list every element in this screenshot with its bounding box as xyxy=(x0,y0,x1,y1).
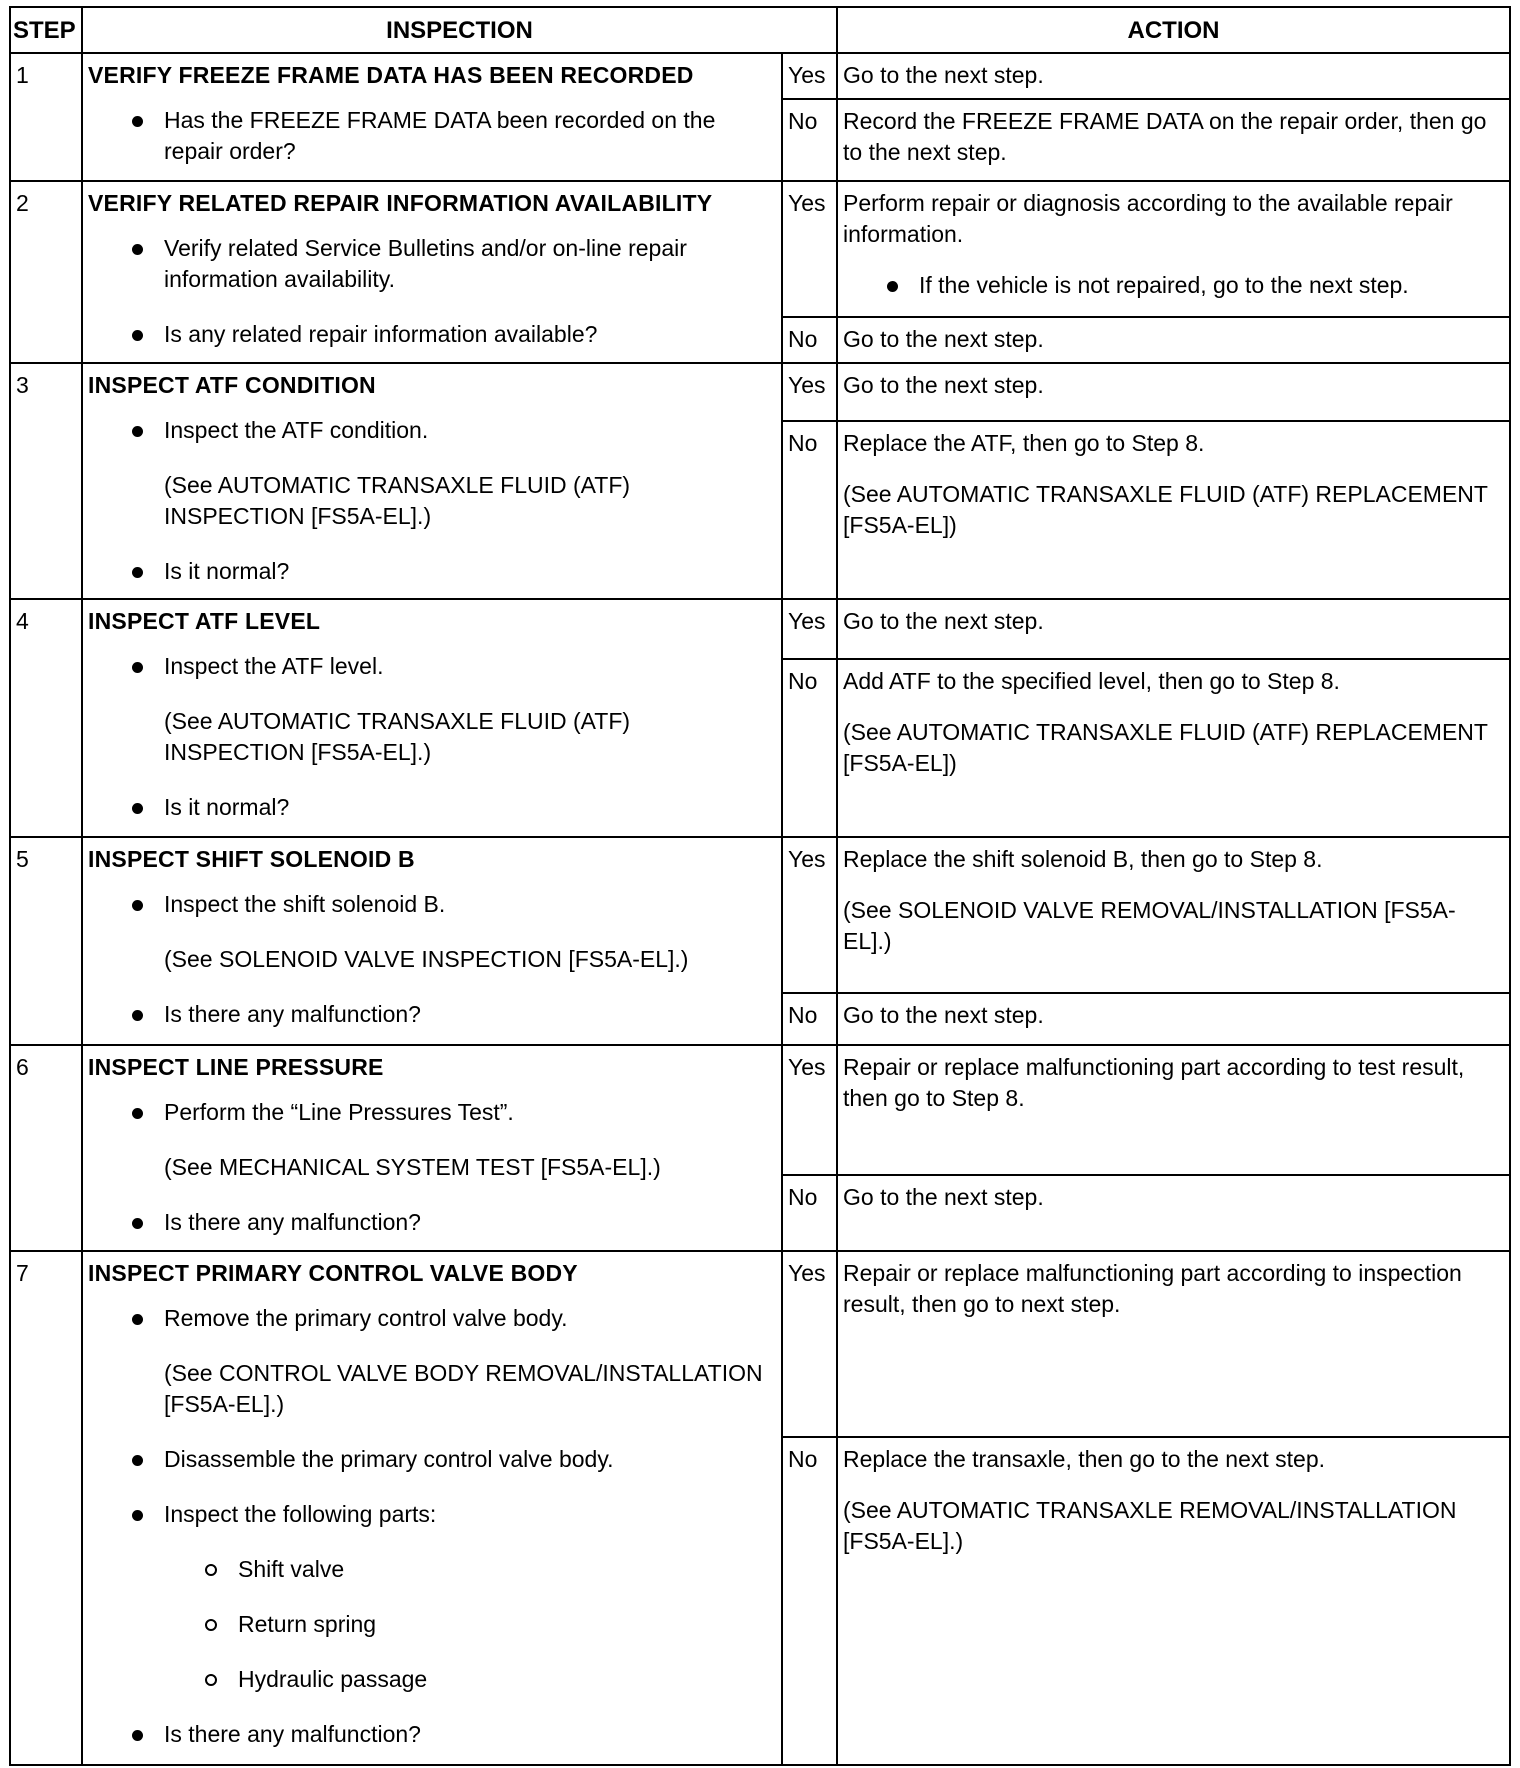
inspection-bullet: Is there any malfunction? xyxy=(88,1207,776,1238)
yes-action-cell xyxy=(837,599,1510,659)
step-number: 7 xyxy=(10,1251,82,1765)
action-text: Go to the next step. xyxy=(843,1002,1044,1028)
yes-action-cell xyxy=(837,181,1510,317)
table-row xyxy=(10,837,1510,993)
table-header-row xyxy=(10,7,1510,53)
inspection-bullet: Is it normal? xyxy=(88,556,776,587)
yes-label: Yes xyxy=(782,1045,837,1175)
inspection-bullet: Is there any malfunction? xyxy=(88,1719,776,1750)
step-title: VERIFY RELATED REPAIR INFORMATION AVAILABILITY xyxy=(88,190,713,216)
step-column-header: STEP xyxy=(10,7,82,53)
step-number: 3 xyxy=(10,363,82,599)
table-row xyxy=(10,599,1510,659)
inspection-sub-item: Shift valve xyxy=(88,1554,776,1585)
yes-label: Yes xyxy=(782,599,837,659)
inspection-sub-item: Return spring xyxy=(88,1609,776,1640)
yes-action-cell xyxy=(837,363,1510,421)
action-text: Replace the transaxle, then go to the next step. xyxy=(843,1446,1326,1472)
table-row xyxy=(10,1251,1510,1437)
inspection-bullet: Has the FREEZE FRAME DATA been recorded on the repair order? xyxy=(88,105,776,167)
no-action-cell xyxy=(837,99,1510,181)
action-column-header: ACTION xyxy=(837,7,1510,53)
no-label: No xyxy=(782,317,837,363)
step-number: 6 xyxy=(10,1045,82,1251)
step-title: INSPECT PRIMARY CONTROL VALVE BODY xyxy=(88,1260,578,1286)
inspection-cell xyxy=(82,363,782,599)
action-text: Record the FREEZE FRAME DATA on the repair order, then go to the next step. xyxy=(843,108,1487,165)
step-number: 5 xyxy=(10,837,82,1045)
inspection-cell xyxy=(82,1045,782,1251)
no-label: No xyxy=(782,99,837,181)
inspection-bullet: Remove the primary control valve body. xyxy=(88,1303,776,1334)
no-action-cell xyxy=(837,659,1510,837)
yes-label: Yes xyxy=(782,181,837,317)
yes-label: Yes xyxy=(782,363,837,421)
no-label: No xyxy=(782,1175,837,1251)
inspection-cell xyxy=(82,1251,782,1765)
step-title: INSPECT LINE PRESSURE xyxy=(88,1054,384,1080)
yes-label: Yes xyxy=(782,1251,837,1437)
inspection-reference: (See AUTOMATIC TRANSAXLE FLUID (ATF) INSPECTION [FS5A-EL].) xyxy=(164,472,631,529)
inspection-sub-item: Hydraulic passage xyxy=(88,1664,776,1695)
inspection-reference: (See CONTROL VALVE BODY REMOVAL/INSTALLATION [FS5A-EL].) xyxy=(164,1360,763,1417)
table-row xyxy=(10,181,1510,317)
no-action-cell xyxy=(837,1437,1510,1765)
action-reference: (See AUTOMATIC TRANSAXLE FLUID (ATF) REPLACEMENT [FS5A-EL]) xyxy=(843,481,1488,538)
action-reference: (See AUTOMATIC TRANSAXLE FLUID (ATF) REPLACEMENT [FS5A-EL]) xyxy=(843,719,1488,776)
inspection-bullet: Inspect the ATF level. xyxy=(88,651,776,682)
inspection-bullet: Inspect the ATF condition. xyxy=(88,415,776,446)
no-action-cell xyxy=(837,1175,1510,1251)
table-body xyxy=(10,53,1510,1765)
no-action-cell xyxy=(837,993,1510,1045)
action-text: Replace the shift solenoid B, then go to Step 8. xyxy=(843,846,1323,872)
yes-action-cell xyxy=(837,837,1510,993)
step-title: INSPECT ATF CONDITION xyxy=(88,372,376,398)
action-text: Repair or replace malfunctioning part according to test result, then go to Step 8. xyxy=(843,1054,1465,1111)
action-reference: (See AUTOMATIC TRANSAXLE REMOVAL/INSTALLATION [FS5A-EL].) xyxy=(843,1497,1457,1554)
inspection-bullet: Inspect the following parts: xyxy=(88,1499,776,1530)
inspection-cell xyxy=(82,181,782,363)
action-text: Replace the ATF, then go to Step 8. xyxy=(843,430,1205,456)
action-reference: (See SOLENOID VALVE REMOVAL/INSTALLATION [FS5A-EL].) xyxy=(843,897,1456,954)
yes-label: Yes xyxy=(782,837,837,993)
inspection-bullet: Is there any malfunction? xyxy=(88,999,776,1030)
inspection-cell xyxy=(82,599,782,837)
no-label: No xyxy=(782,993,837,1045)
step-number: 2 xyxy=(10,181,82,363)
step-title: VERIFY FREEZE FRAME DATA HAS BEEN RECORDED xyxy=(88,62,694,88)
action-text: Go to the next step. xyxy=(843,1184,1044,1210)
action-bullet: If the vehicle is not repaired, go to the next step. xyxy=(843,270,1504,301)
inspection-bullet: Perform the “Line Pressures Test”. xyxy=(88,1097,776,1128)
inspection-bullet: Verify related Service Bulletins and/or on-line repair information availability. xyxy=(88,233,776,295)
inspection-bullet: Is any related repair information available? xyxy=(88,319,776,350)
inspection-bullet: Disassemble the primary control valve body. xyxy=(88,1444,776,1475)
no-label: No xyxy=(782,421,837,599)
inspection-reference: (See MECHANICAL SYSTEM TEST [FS5A-EL].) xyxy=(164,1154,661,1180)
table-row xyxy=(10,1045,1510,1175)
table-row xyxy=(10,363,1510,421)
yes-action-cell xyxy=(837,1251,1510,1437)
action-text: Go to the next step. xyxy=(843,372,1044,398)
yes-action-cell xyxy=(837,1045,1510,1175)
inspection-bullet: Is it normal? xyxy=(88,792,776,823)
table-row xyxy=(10,53,1510,99)
action-text: Perform repair or diagnosis according to the available repair information. xyxy=(843,190,1453,247)
no-action-cell xyxy=(837,317,1510,363)
action-text: Go to the next step. xyxy=(843,62,1044,88)
inspection-reference: (See SOLENOID VALVE INSPECTION [FS5A-EL].) xyxy=(164,946,689,972)
inspection-bullet: Inspect the shift solenoid B. xyxy=(88,889,776,920)
yes-action-cell xyxy=(837,53,1510,99)
step-title: INSPECT ATF LEVEL xyxy=(88,608,321,634)
step-number: 4 xyxy=(10,599,82,837)
yes-label: Yes xyxy=(782,53,837,99)
step-title: INSPECT SHIFT SOLENOID B xyxy=(88,846,415,872)
step-number: 1 xyxy=(10,53,82,181)
diagnostic-procedure-table xyxy=(9,6,1511,1766)
inspection-reference: (See AUTOMATIC TRANSAXLE FLUID (ATF) INSPECTION [FS5A-EL].) xyxy=(164,708,631,765)
inspection-cell xyxy=(82,53,782,181)
action-text: Go to the next step. xyxy=(843,608,1044,634)
inspection-column-header: INSPECTION xyxy=(82,7,837,53)
action-text: Go to the next step. xyxy=(843,326,1044,352)
inspection-cell xyxy=(82,837,782,1045)
no-action-cell xyxy=(837,421,1510,599)
no-label: No xyxy=(782,1437,837,1765)
action-text: Add ATF to the specified level, then go to Step 8. xyxy=(843,668,1340,694)
no-label: No xyxy=(782,659,837,837)
action-text: Repair or replace malfunctioning part according to inspection result, then go to next step. xyxy=(843,1260,1462,1317)
